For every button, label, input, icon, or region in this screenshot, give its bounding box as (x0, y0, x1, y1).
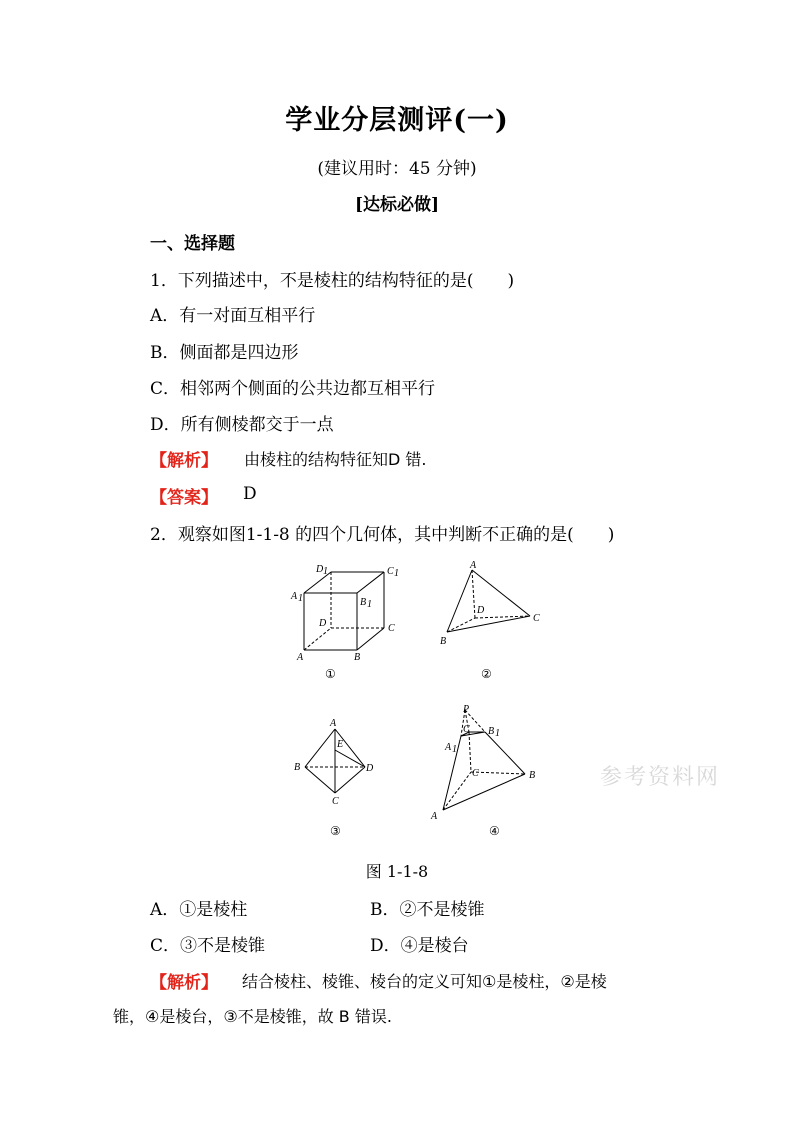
watermark: 参考资料网 (600, 765, 721, 790)
label-c1: C (387, 566, 394, 577)
q1-option-b: B．侧面都是四边形 (150, 343, 299, 363)
label-b1: B (360, 597, 367, 608)
label-c: C (388, 623, 395, 634)
figure-tetrahedron-caption: ② (481, 667, 492, 681)
sub-a1: 1 (452, 744, 457, 755)
label-c: C (533, 613, 540, 624)
label-d: D (477, 605, 485, 616)
q1-answer-label: 【答案】 (150, 488, 218, 508)
q1-stem: 1．下列描述中，不是棱柱的结构特征的是( ) (150, 271, 515, 291)
label-b1: B (488, 726, 495, 737)
figure-cube-caption: ① (325, 667, 336, 681)
sub-b1: 1 (367, 599, 372, 610)
label-b: B (440, 636, 447, 647)
page-title: 学业分层测评(一) (285, 105, 509, 136)
label-b: B (294, 762, 301, 773)
q2-option-c: C．③不是棱锥 (150, 936, 266, 956)
q2-analysis-text-2: 锥，④是棱台，③不是棱锥，故 B 错误. (113, 1007, 392, 1026)
q1-option-d: D．所有侧棱都交于一点 (150, 415, 334, 435)
label-a: A (431, 811, 438, 822)
label-c: C (332, 796, 339, 807)
figure-double-pyramid (290, 715, 385, 819)
label-b: B (354, 652, 361, 663)
figure-frustum-caption: ④ (489, 824, 500, 838)
figure-double-pyramid-caption: ③ (330, 824, 341, 838)
figure-frustum (425, 702, 550, 826)
label-e: E (337, 739, 344, 750)
q2-analysis-label: 【解析】 (150, 973, 218, 993)
q2-option-a: A．①是棱柱 (150, 900, 248, 920)
q1-answer-text: D (243, 484, 257, 504)
suggested-time: (建议用时：45 分钟) (317, 159, 477, 179)
q1-analysis-text: 由棱柱的结构特征知D 错. (244, 450, 427, 469)
label-d: D (366, 763, 374, 774)
figure-tetrahedron (435, 558, 550, 657)
figure-caption: 图 1-1-8 (365, 862, 429, 881)
label-b: B (529, 770, 536, 781)
label-a1: A (445, 742, 452, 753)
label-a1: A (291, 591, 298, 602)
sub-c1: 1 (394, 568, 399, 579)
label-d1: D (316, 564, 324, 575)
label-a: A (330, 718, 337, 729)
label-p: P (463, 704, 470, 715)
q1-option-a: A．有一对面互相平行 (150, 306, 316, 326)
sub-a1: 1 (298, 593, 303, 604)
figure-cube (285, 560, 405, 674)
label-a: A (470, 560, 477, 571)
section-tag: [达标必做] (354, 195, 440, 215)
section-heading: 一、选择题 (150, 234, 235, 254)
q2-stem: 2．观察如图1-1-8 的四个几何体，其中判断不正确的是( ) (150, 525, 615, 545)
q2-option-d: D．④是棱台 (370, 936, 469, 956)
q1-option-c: C．相邻两个侧面的公共边都互相平行 (150, 379, 436, 399)
q2-analysis-text-1: 结合棱柱、棱锥、棱台的定义可知①是棱柱，②是棱 (242, 972, 607, 991)
sub-b1: 1 (495, 728, 500, 739)
q2-option-b: B．②不是棱锥 (370, 900, 485, 920)
q1-analysis-label: 【解析】 (150, 451, 218, 471)
sub-d1: 1 (323, 566, 328, 577)
label-a: A (297, 652, 304, 663)
label-d: D (319, 618, 327, 629)
label-c1: C (463, 724, 470, 735)
label-c: C (472, 768, 479, 779)
